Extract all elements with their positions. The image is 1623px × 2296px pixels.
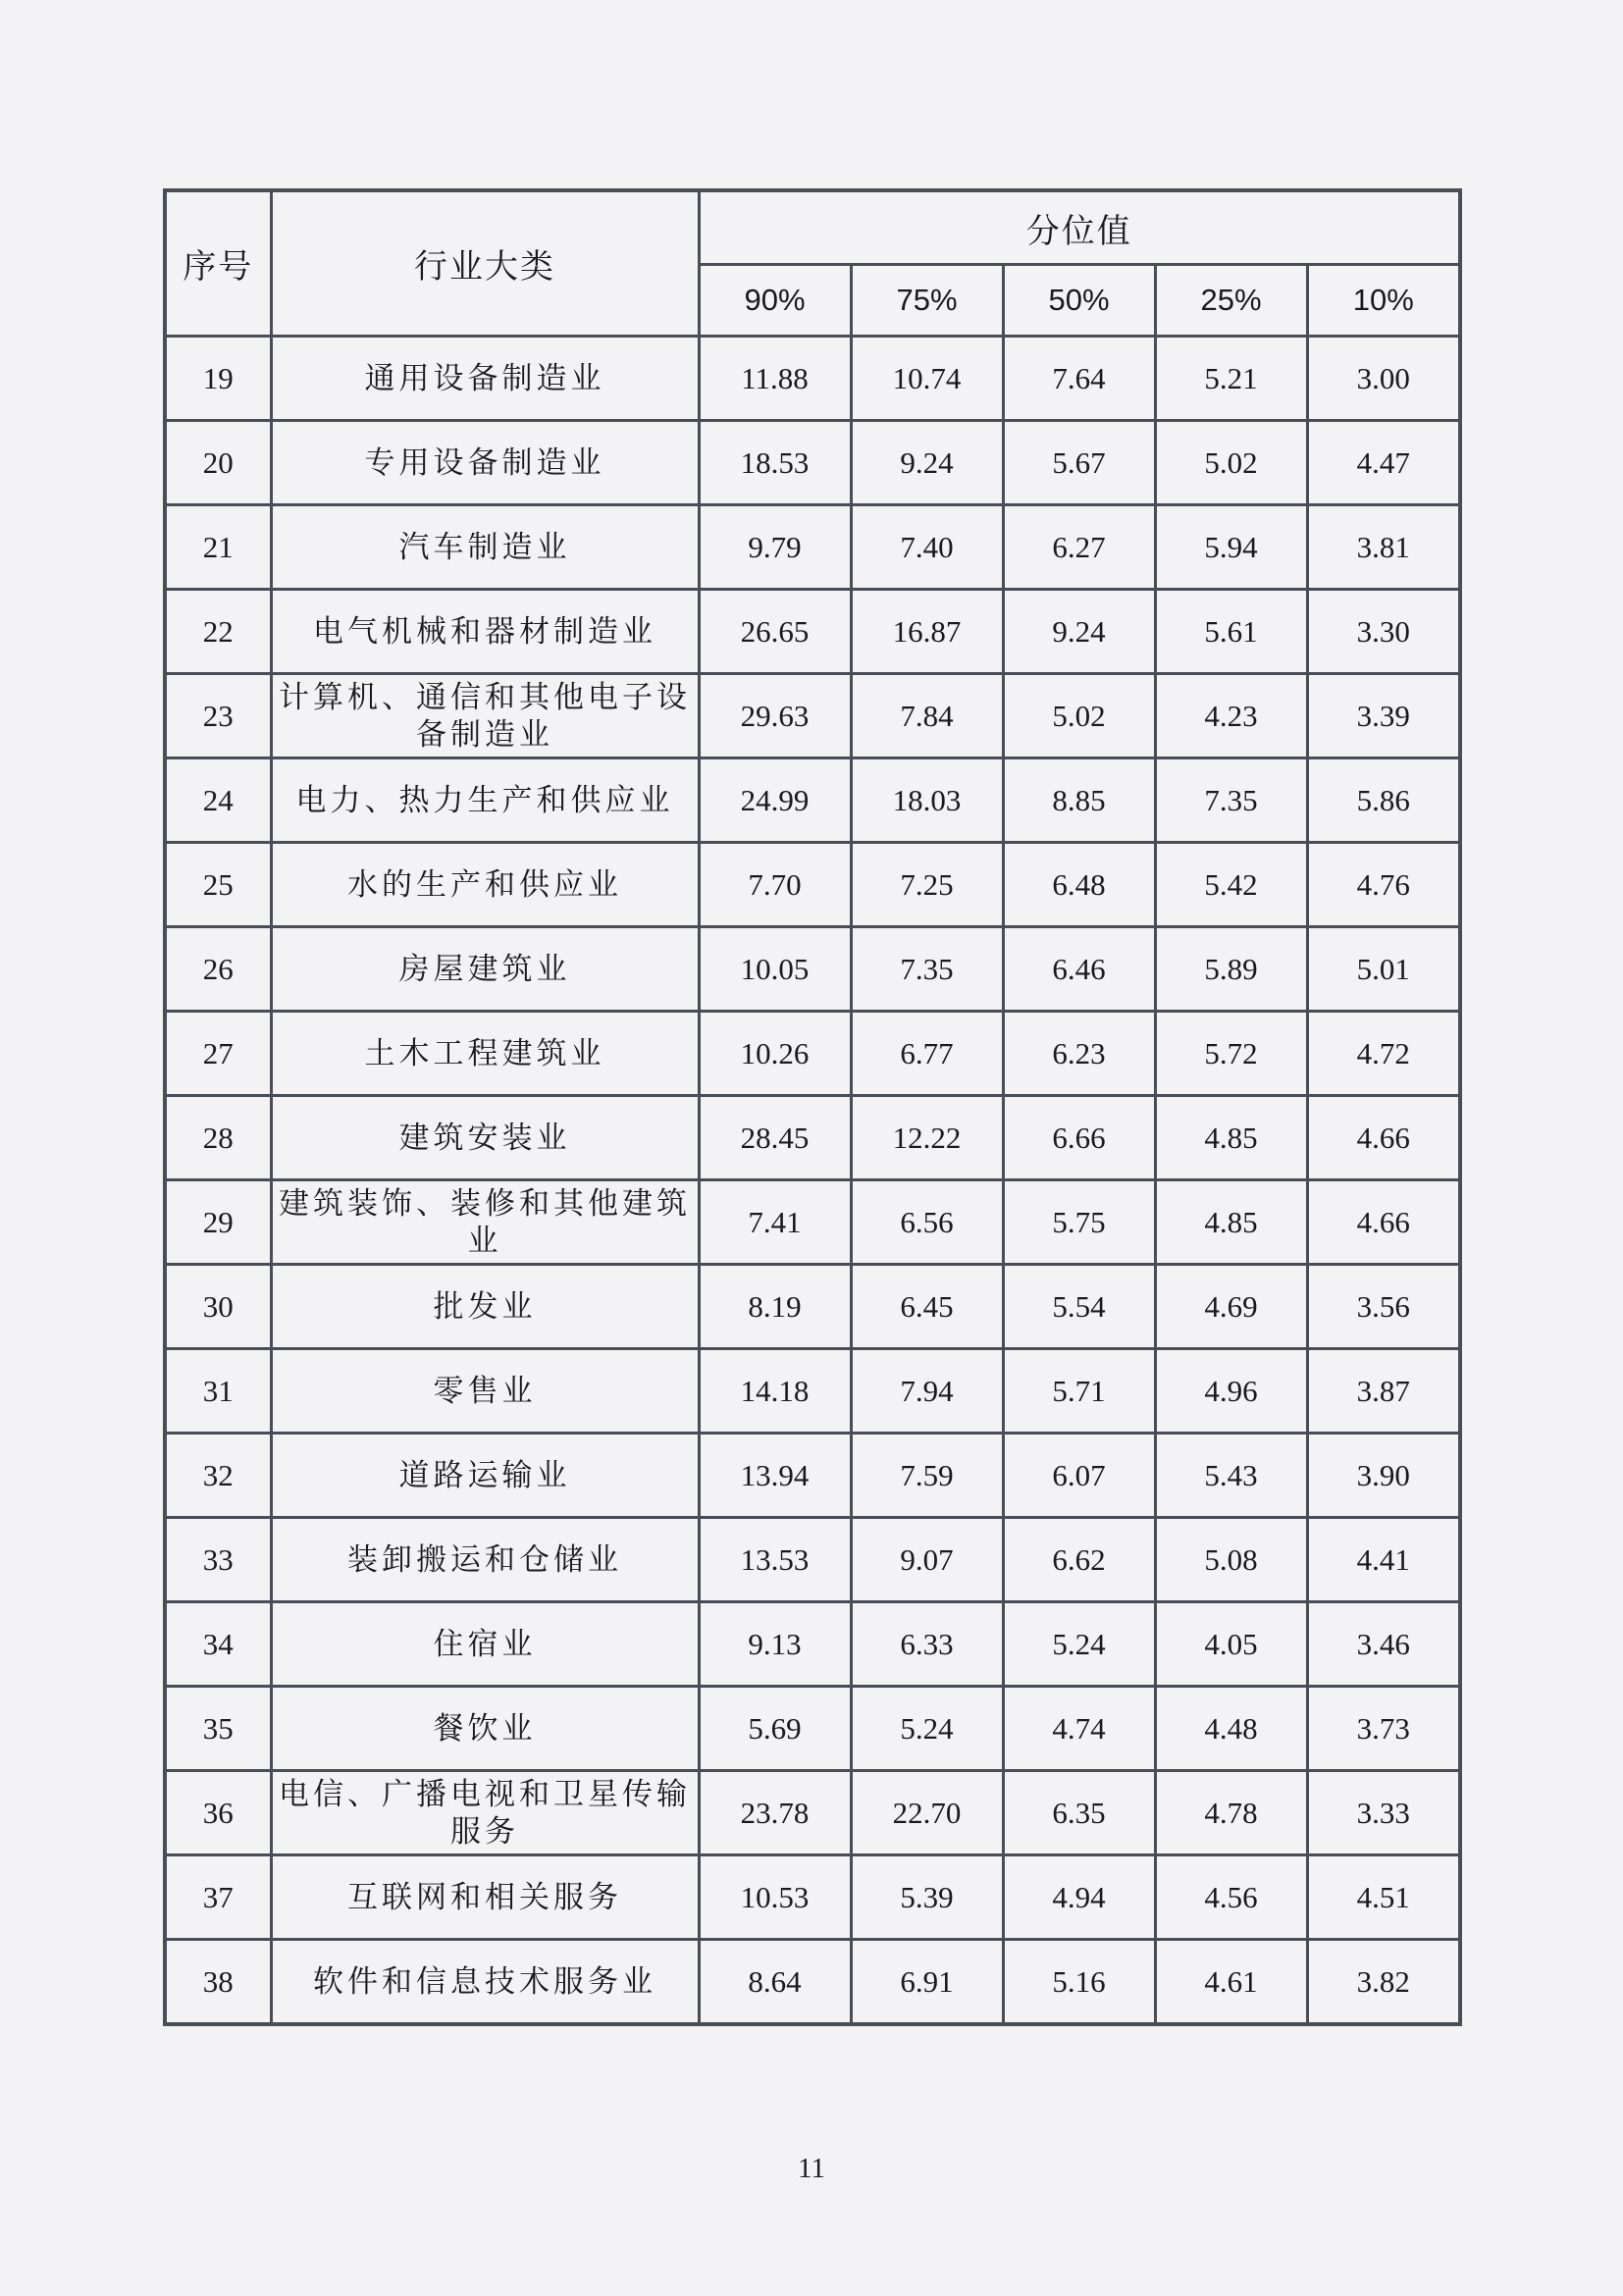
row-seq: 24 [165,758,271,843]
table-body [165,337,1460,2025]
row-seq: 20 [165,421,271,505]
row-value-p50: 6.27 [1003,505,1155,590]
row-value-p50: 6.35 [1003,1771,1155,1855]
row-industry-name: 批发业 [271,1265,699,1349]
row-value-p90: 10.05 [699,927,851,1012]
row-value-p50: 5.71 [1003,1349,1155,1434]
header-p50: 50% [1003,265,1155,337]
row-value-p75: 7.59 [851,1434,1003,1518]
row-value-p25: 4.85 [1155,1180,1307,1265]
row-value-p75: 9.24 [851,421,1003,505]
row-value-p25: 4.23 [1155,674,1307,758]
row-value-p25: 7.35 [1155,758,1307,843]
row-value-p25: 4.69 [1155,1265,1307,1349]
row-value-p25: 5.21 [1155,337,1307,421]
table-row [165,1771,1460,1855]
row-value-p10: 3.30 [1307,590,1460,674]
industry-percentile-table [163,188,1462,2026]
row-value-p75: 18.03 [851,758,1003,843]
row-value-p75: 5.39 [851,1855,1003,1940]
row-industry-name: 通用设备制造业 [271,337,699,421]
table-row [165,505,1460,590]
header-percentile-group: 分位值 [699,190,1460,265]
row-seq: 30 [165,1265,271,1349]
row-seq: 34 [165,1602,271,1687]
row-value-p50: 7.64 [1003,337,1155,421]
table-row [165,1602,1460,1687]
row-value-p90: 14.18 [699,1349,851,1434]
row-value-p75: 6.77 [851,1012,1003,1096]
row-industry-name: 建筑安装业 [271,1096,699,1180]
row-value-p50: 4.94 [1003,1855,1155,1940]
row-value-p25: 5.89 [1155,927,1307,1012]
row-value-p25: 5.94 [1155,505,1307,590]
row-value-p25: 4.05 [1155,1602,1307,1687]
row-value-p25: 4.78 [1155,1771,1307,1855]
row-value-p90: 10.26 [699,1012,851,1096]
row-industry-name: 水的生产和供应业 [271,843,699,927]
row-value-p50: 6.07 [1003,1434,1155,1518]
row-value-p25: 4.56 [1155,1855,1307,1940]
row-industry-name: 房屋建筑业 [271,927,699,1012]
row-seq: 36 [165,1771,271,1855]
row-value-p90: 29.63 [699,674,851,758]
row-industry-name: 土木工程建筑业 [271,1012,699,1096]
row-value-p90: 9.79 [699,505,851,590]
row-value-p10: 3.46 [1307,1602,1460,1687]
row-industry-name: 装卸搬运和仓储业 [271,1518,699,1602]
row-value-p75: 10.74 [851,337,1003,421]
table-row [165,1012,1460,1096]
row-value-p90: 8.64 [699,1940,851,2025]
row-value-p10: 4.41 [1307,1518,1460,1602]
row-industry-name: 计算机、通信和其他电子设备制造业 [271,674,699,758]
row-value-p50: 9.24 [1003,590,1155,674]
row-value-p90: 11.88 [699,337,851,421]
row-industry-name: 软件和信息技术服务业 [271,1940,699,2025]
row-seq: 31 [165,1349,271,1434]
row-industry-name: 零售业 [271,1349,699,1434]
table-row [165,590,1460,674]
row-value-p50: 8.85 [1003,758,1155,843]
row-seq: 33 [165,1518,271,1602]
row-industry-name: 建筑装饰、装修和其他建筑业 [271,1180,699,1265]
row-value-p75: 6.33 [851,1602,1003,1687]
row-value-p90: 10.53 [699,1855,851,1940]
row-value-p10: 3.39 [1307,674,1460,758]
row-value-p90: 5.69 [699,1687,851,1771]
row-value-p25: 5.02 [1155,421,1307,505]
table-row [165,421,1460,505]
row-value-p10: 5.01 [1307,927,1460,1012]
table-row [165,1518,1460,1602]
row-value-p75: 7.84 [851,674,1003,758]
table-row [165,758,1460,843]
row-value-p50: 6.66 [1003,1096,1155,1180]
row-value-p50: 4.74 [1003,1687,1155,1771]
row-value-p90: 13.94 [699,1434,851,1518]
row-value-p90: 8.19 [699,1265,851,1349]
row-industry-name: 互联网和相关服务 [271,1855,699,1940]
row-industry-name: 餐饮业 [271,1687,699,1771]
row-seq: 25 [165,843,271,927]
row-industry-name: 电力、热力生产和供应业 [271,758,699,843]
row-value-p75: 7.94 [851,1349,1003,1434]
row-value-p50: 5.16 [1003,1940,1155,2025]
row-value-p75: 16.87 [851,590,1003,674]
row-value-p10: 3.33 [1307,1771,1460,1855]
row-value-p90: 28.45 [699,1096,851,1180]
row-industry-name: 道路运输业 [271,1434,699,1518]
header-p75: 75% [851,265,1003,337]
row-value-p10: 4.76 [1307,843,1460,927]
row-value-p75: 7.25 [851,843,1003,927]
row-seq: 21 [165,505,271,590]
row-value-p10: 3.90 [1307,1434,1460,1518]
row-value-p10: 3.87 [1307,1349,1460,1434]
row-seq: 38 [165,1940,271,2025]
row-value-p50: 5.67 [1003,421,1155,505]
row-industry-name: 电气机械和器材制造业 [271,590,699,674]
row-value-p50: 5.24 [1003,1602,1155,1687]
row-value-p75: 9.07 [851,1518,1003,1602]
table-row [165,1855,1460,1940]
row-value-p25: 5.72 [1155,1012,1307,1096]
row-seq: 26 [165,927,271,1012]
header-p25: 25% [1155,265,1307,337]
row-value-p25: 5.61 [1155,590,1307,674]
row-value-p25: 4.85 [1155,1096,1307,1180]
row-value-p25: 4.96 [1155,1349,1307,1434]
row-seq: 28 [165,1096,271,1180]
row-value-p50: 5.02 [1003,674,1155,758]
table-row [165,1180,1460,1265]
table-row [165,337,1460,421]
row-value-p75: 7.40 [851,505,1003,590]
row-industry-name: 住宿业 [271,1602,699,1687]
row-value-p90: 13.53 [699,1518,851,1602]
row-value-p10: 3.73 [1307,1687,1460,1771]
table-row [165,674,1460,758]
row-value-p75: 12.22 [851,1096,1003,1180]
row-value-p75: 6.91 [851,1940,1003,2025]
row-value-p90: 9.13 [699,1602,851,1687]
row-value-p50: 5.54 [1003,1265,1155,1349]
row-value-p75: 6.45 [851,1265,1003,1349]
row-value-p25: 4.48 [1155,1687,1307,1771]
row-value-p90: 7.41 [699,1180,851,1265]
row-seq: 19 [165,337,271,421]
row-value-p25: 5.43 [1155,1434,1307,1518]
row-seq: 32 [165,1434,271,1518]
header-seq: 序号 [165,190,271,337]
table-row [165,1434,1460,1518]
row-value-p75: 5.24 [851,1687,1003,1771]
row-industry-name: 专用设备制造业 [271,421,699,505]
row-value-p50: 6.23 [1003,1012,1155,1096]
header-industry: 行业大类 [271,190,699,337]
row-value-p90: 7.70 [699,843,851,927]
row-value-p75: 22.70 [851,1771,1003,1855]
row-value-p10: 3.56 [1307,1265,1460,1349]
row-value-p10: 5.86 [1307,758,1460,843]
row-value-p10: 3.81 [1307,505,1460,590]
row-value-p50: 6.62 [1003,1518,1155,1602]
row-value-p10: 4.51 [1307,1855,1460,1940]
table-row [165,927,1460,1012]
row-value-p50: 6.48 [1003,843,1155,927]
row-value-p50: 5.75 [1003,1180,1155,1265]
row-seq: 22 [165,590,271,674]
row-industry-name: 汽车制造业 [271,505,699,590]
row-value-p90: 26.65 [699,590,851,674]
row-seq: 35 [165,1687,271,1771]
table-row [165,1940,1460,2025]
row-value-p10: 4.66 [1307,1180,1460,1265]
row-value-p10: 4.72 [1307,1012,1460,1096]
row-value-p10: 4.47 [1307,421,1460,505]
page-number: 11 [798,2153,825,2184]
table-row [165,1687,1460,1771]
row-value-p90: 23.78 [699,1771,851,1855]
table-row [165,1096,1460,1180]
row-value-p90: 18.53 [699,421,851,505]
row-value-p10: 3.00 [1307,337,1460,421]
row-seq: 27 [165,1012,271,1096]
row-value-p10: 3.82 [1307,1940,1460,2025]
table-row [165,843,1460,927]
row-value-p25: 5.42 [1155,843,1307,927]
row-value-p10: 4.66 [1307,1096,1460,1180]
row-value-p25: 4.61 [1155,1940,1307,2025]
header-p10: 10% [1307,265,1460,337]
row-value-p75: 6.56 [851,1180,1003,1265]
header-p90: 90% [699,265,851,337]
row-seq: 29 [165,1180,271,1265]
row-value-p75: 7.35 [851,927,1003,1012]
row-seq: 23 [165,674,271,758]
row-value-p50: 6.46 [1003,927,1155,1012]
table-row [165,1349,1460,1434]
row-industry-name: 电信、广播电视和卫星传输服务 [271,1771,699,1855]
table-row [165,1265,1460,1349]
row-value-p90: 24.99 [699,758,851,843]
row-value-p25: 5.08 [1155,1518,1307,1602]
row-seq: 37 [165,1855,271,1940]
